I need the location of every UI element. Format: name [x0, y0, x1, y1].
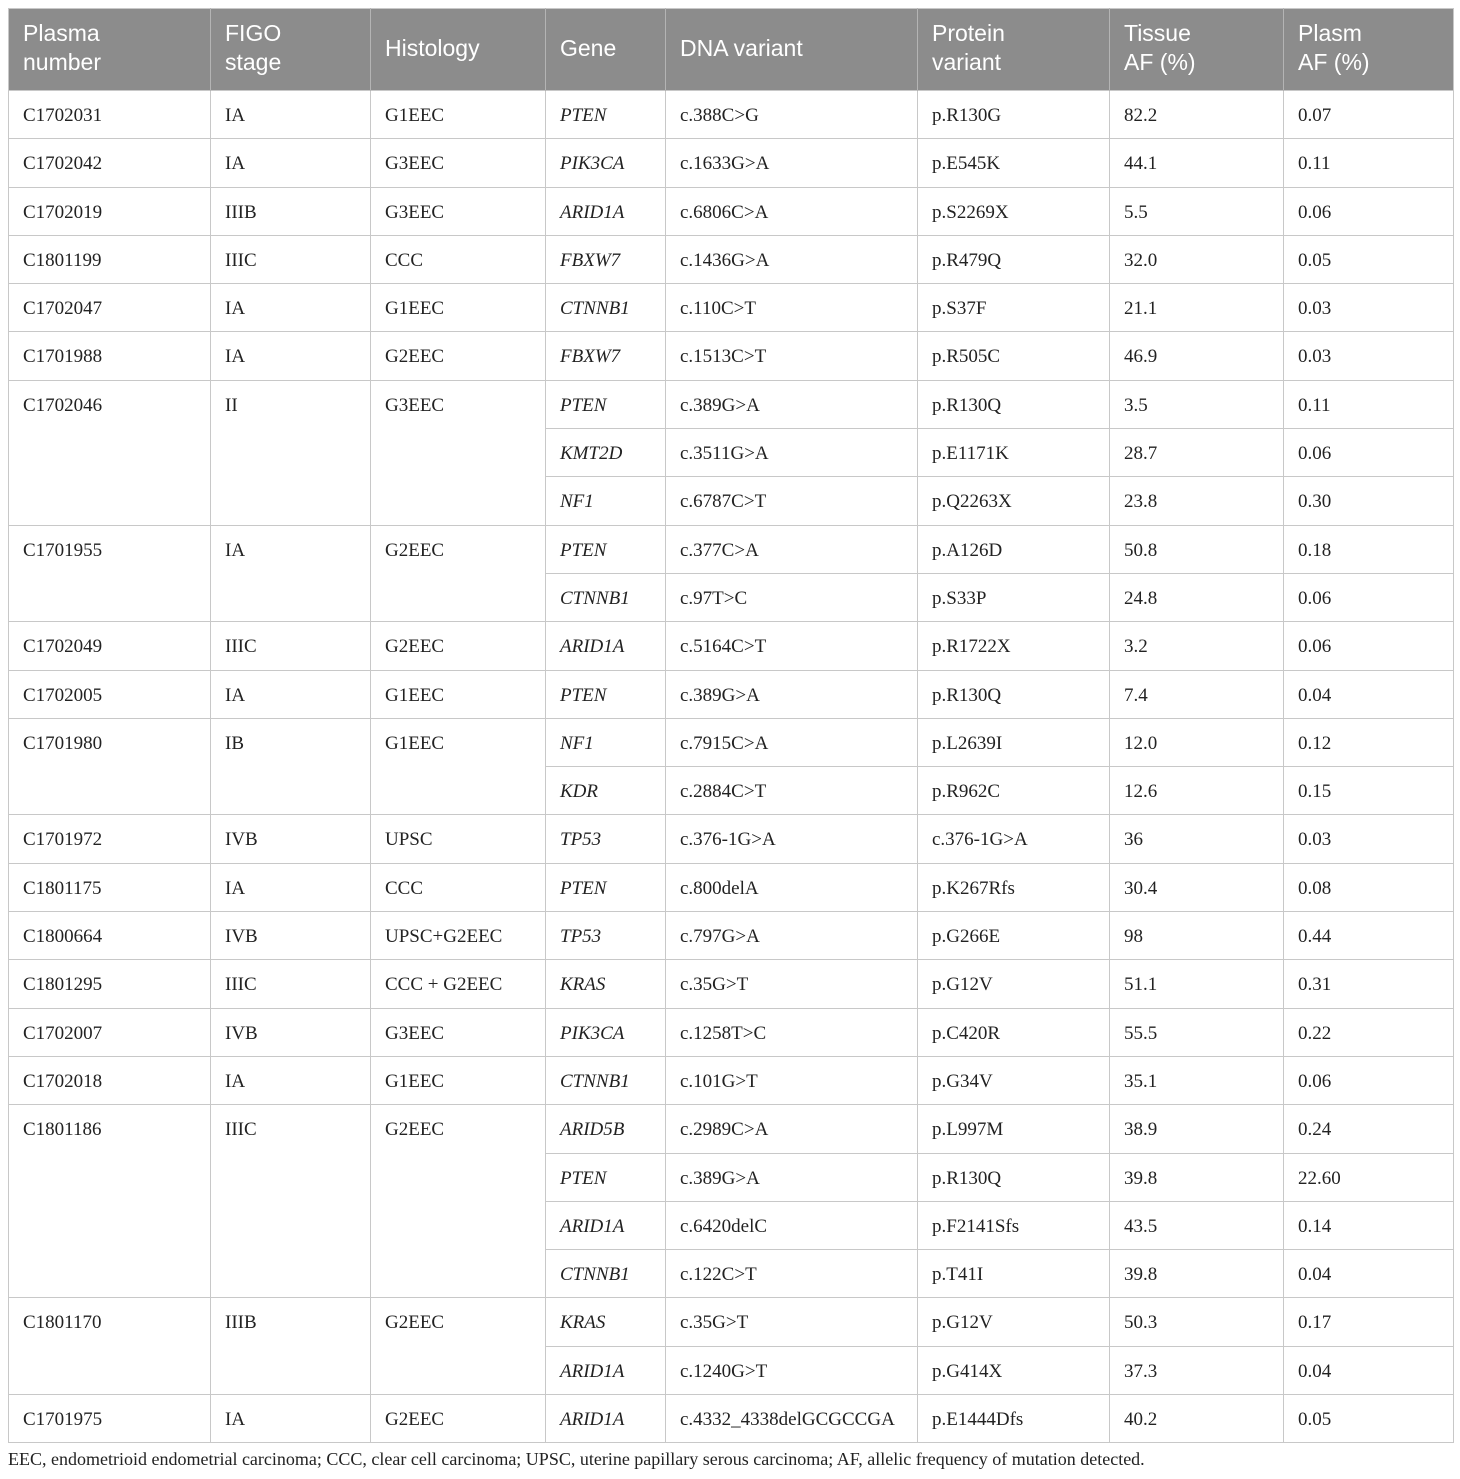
cell-histology: UPSC [371, 815, 546, 863]
table-row [9, 91, 1454, 139]
cell-plasma-af: 0.31 [1284, 960, 1454, 1008]
cell-figo-stage: IIIC [211, 622, 371, 670]
cell-figo-stage: IA [211, 139, 371, 187]
cell-gene: ARID1A [546, 622, 666, 670]
cell-protein-variant: c.376-1G>A [918, 815, 1110, 863]
cell-plasma-af: 0.12 [1284, 718, 1454, 766]
cell-plasma-af: 0.18 [1284, 525, 1454, 573]
cell-histology: G2EEC [371, 1395, 546, 1443]
cell-plasma-af: 0.17 [1284, 1298, 1454, 1346]
cell-figo-stage: IVB [211, 815, 371, 863]
cell-plasma-af: 0.06 [1284, 429, 1454, 477]
cell-plasma-af: 0.11 [1284, 139, 1454, 187]
cell-protein-variant: p.Q2263X [918, 477, 1110, 525]
cell-protein-variant: p.G34V [918, 1056, 1110, 1104]
cell-plasma-number: C1801295 [9, 960, 211, 1008]
cell-protein-variant: p.L2639I [918, 718, 1110, 766]
cell-dna-variant: c.6806C>A [666, 187, 918, 235]
cell-dna-variant: c.97T>C [666, 573, 918, 621]
cell-dna-variant: c.800delA [666, 863, 918, 911]
cell-gene: CTNNB1 [546, 284, 666, 332]
cell-plasma-number: C1801175 [9, 863, 211, 911]
cell-tissue-af: 51.1 [1110, 960, 1284, 1008]
table-row [9, 332, 1454, 380]
cell-tissue-af: 21.1 [1110, 284, 1284, 332]
cell-gene: PIK3CA [546, 139, 666, 187]
cell-histology: G3EEC [371, 139, 546, 187]
cell-protein-variant: p.R130Q [918, 670, 1110, 718]
cell-plasma-number: C1702031 [9, 91, 211, 139]
cell-dna-variant: c.6787C>T [666, 477, 918, 525]
cell-histology: G1EEC [371, 284, 546, 332]
cell-plasma-af: 0.05 [1284, 235, 1454, 283]
cell-figo-stage: II [211, 380, 371, 525]
mutation-table [8, 8, 1454, 1443]
cell-plasma-number: C1801186 [9, 1105, 211, 1298]
cell-gene: TP53 [546, 815, 666, 863]
cell-plasma-number: C1702049 [9, 622, 211, 670]
cell-dna-variant: c.389G>A [666, 670, 918, 718]
cell-dna-variant: c.389G>A [666, 380, 918, 428]
cell-figo-stage: IB [211, 718, 371, 815]
table-body [9, 91, 1454, 1443]
cell-dna-variant: c.2884C>T [666, 767, 918, 815]
cell-protein-variant: p.S37F [918, 284, 1110, 332]
cell-histology: G2EEC [371, 525, 546, 622]
cell-figo-stage: IA [211, 332, 371, 380]
cell-figo-stage: IA [211, 525, 371, 622]
cell-dna-variant: c.1513C>T [666, 332, 918, 380]
cell-histology: G1EEC [371, 670, 546, 718]
cell-protein-variant: p.G266E [918, 912, 1110, 960]
cell-plasma-number: C1702007 [9, 1008, 211, 1056]
cell-gene: ARID1A [546, 1395, 666, 1443]
cell-tissue-af: 55.5 [1110, 1008, 1284, 1056]
cell-dna-variant: c.122C>T [666, 1250, 918, 1298]
cell-protein-variant: p.R130Q [918, 380, 1110, 428]
cell-dna-variant: c.2989C>A [666, 1105, 918, 1153]
cell-histology: G3EEC [371, 1008, 546, 1056]
cell-protein-variant: p.G12V [918, 1298, 1110, 1346]
cell-plasma-af: 0.30 [1284, 477, 1454, 525]
cell-histology: G1EEC [371, 91, 546, 139]
cell-figo-stage: IA [211, 1395, 371, 1443]
cell-figo-stage: IA [211, 1056, 371, 1104]
header-gene: Gene [546, 9, 666, 91]
cell-gene: ARID5B [546, 1105, 666, 1153]
cell-tissue-af: 30.4 [1110, 863, 1284, 911]
cell-dna-variant: c.388C>G [666, 91, 918, 139]
cell-plasma-af: 0.14 [1284, 1201, 1454, 1249]
cell-tissue-af: 12.0 [1110, 718, 1284, 766]
cell-protein-variant: p.E545K [918, 139, 1110, 187]
cell-protein-variant: p.L997M [918, 1105, 1110, 1153]
cell-protein-variant: p.S33P [918, 573, 1110, 621]
cell-protein-variant: p.R505C [918, 332, 1110, 380]
cell-plasma-number: C1702019 [9, 187, 211, 235]
cell-tissue-af: 50.8 [1110, 525, 1284, 573]
cell-gene: TP53 [546, 912, 666, 960]
table-row [9, 187, 1454, 235]
cell-histology: G2EEC [371, 332, 546, 380]
cell-protein-variant: p.K267Rfs [918, 863, 1110, 911]
cell-protein-variant: p.F2141Sfs [918, 1201, 1110, 1249]
cell-figo-stage: IA [211, 670, 371, 718]
cell-plasma-af: 0.11 [1284, 380, 1454, 428]
cell-plasma-af: 0.04 [1284, 1250, 1454, 1298]
table-row [9, 1056, 1454, 1104]
table-row [9, 863, 1454, 911]
cell-tissue-af: 36 [1110, 815, 1284, 863]
cell-gene: PTEN [546, 380, 666, 428]
cell-histology: CCC [371, 235, 546, 283]
cell-tissue-af: 39.8 [1110, 1250, 1284, 1298]
cell-gene: ARID1A [546, 1201, 666, 1249]
cell-gene: PTEN [546, 863, 666, 911]
header-protein-variant: Protein variant [918, 9, 1110, 91]
cell-dna-variant: c.101G>T [666, 1056, 918, 1104]
cell-protein-variant: p.R1722X [918, 622, 1110, 670]
cell-protein-variant: p.S2269X [918, 187, 1110, 235]
cell-figo-stage: IA [211, 91, 371, 139]
cell-tissue-af: 24.8 [1110, 573, 1284, 621]
cell-plasma-af: 0.06 [1284, 622, 1454, 670]
cell-protein-variant: p.G12V [918, 960, 1110, 1008]
table-row [9, 960, 1454, 1008]
cell-tissue-af: 28.7 [1110, 429, 1284, 477]
cell-plasma-af: 0.04 [1284, 670, 1454, 718]
header-plasma-number: Plasma number [9, 9, 211, 91]
cell-plasma-number: C1701988 [9, 332, 211, 380]
cell-tissue-af: 5.5 [1110, 187, 1284, 235]
header-figo-stage: FIGO stage [211, 9, 371, 91]
table-row [9, 622, 1454, 670]
cell-plasma-number: C1702042 [9, 139, 211, 187]
cell-plasma-af: 0.22 [1284, 1008, 1454, 1056]
cell-plasma-number: C1702018 [9, 1056, 211, 1104]
cell-plasma-number: C1701955 [9, 525, 211, 622]
table-row [9, 815, 1454, 863]
cell-gene: FBXW7 [546, 235, 666, 283]
table-row [9, 380, 1454, 428]
cell-histology: UPSC+G2EEC [371, 912, 546, 960]
table-row [9, 912, 1454, 960]
cell-gene: CTNNB1 [546, 573, 666, 621]
cell-dna-variant: c.35G>T [666, 960, 918, 1008]
cell-dna-variant: c.1633G>A [666, 139, 918, 187]
cell-plasma-number: C1801170 [9, 1298, 211, 1395]
cell-plasma-af: 0.08 [1284, 863, 1454, 911]
table-row [9, 1105, 1454, 1153]
header-row [9, 9, 1454, 91]
cell-tissue-af: 98 [1110, 912, 1284, 960]
cell-histology: G1EEC [371, 1056, 546, 1104]
table-row [9, 1298, 1454, 1346]
cell-gene: PTEN [546, 91, 666, 139]
cell-gene: PTEN [546, 525, 666, 573]
cell-plasma-number: C1801199 [9, 235, 211, 283]
cell-protein-variant: p.E1444Dfs [918, 1395, 1110, 1443]
cell-figo-stage: IVB [211, 1008, 371, 1056]
table-row [9, 139, 1454, 187]
cell-plasma-number: C1702046 [9, 380, 211, 525]
cell-histology: CCC + G2EEC [371, 960, 546, 1008]
cell-figo-stage: IIIC [211, 960, 371, 1008]
cell-tissue-af: 37.3 [1110, 1346, 1284, 1394]
cell-gene: FBXW7 [546, 332, 666, 380]
cell-tissue-af: 3.2 [1110, 622, 1284, 670]
header-dna-variant: DNA variant [666, 9, 918, 91]
cell-plasma-number: C1701975 [9, 1395, 211, 1443]
cell-plasma-af: 0.06 [1284, 1056, 1454, 1104]
cell-gene: CTNNB1 [546, 1250, 666, 1298]
cell-dna-variant: c.797G>A [666, 912, 918, 960]
cell-plasma-af: 22.60 [1284, 1153, 1454, 1201]
cell-tissue-af: 40.2 [1110, 1395, 1284, 1443]
table-row [9, 718, 1454, 766]
cell-protein-variant: p.R130G [918, 91, 1110, 139]
cell-tissue-af: 43.5 [1110, 1201, 1284, 1249]
cell-histology: G1EEC [371, 718, 546, 815]
cell-tissue-af: 44.1 [1110, 139, 1284, 187]
cell-plasma-number: C1701972 [9, 815, 211, 863]
cell-histology: G3EEC [371, 380, 546, 525]
cell-protein-variant: p.T41I [918, 1250, 1110, 1298]
header-histology: Histology [371, 9, 546, 91]
table-row [9, 525, 1454, 573]
cell-figo-stage: IIIB [211, 1298, 371, 1395]
header-tissue-af: Tissue AF (%) [1110, 9, 1284, 91]
cell-tissue-af: 35.1 [1110, 1056, 1284, 1104]
cell-gene: ARID1A [546, 187, 666, 235]
cell-protein-variant: p.R130Q [918, 1153, 1110, 1201]
cell-histology: G3EEC [371, 187, 546, 235]
cell-gene: PTEN [546, 1153, 666, 1201]
table-row [9, 284, 1454, 332]
cell-histology: G2EEC [371, 622, 546, 670]
cell-dna-variant: c.377C>A [666, 525, 918, 573]
cell-plasma-af: 0.24 [1284, 1105, 1454, 1153]
cell-plasma-number: C1701980 [9, 718, 211, 815]
cell-plasma-af: 0.03 [1284, 332, 1454, 380]
cell-figo-stage: IIIC [211, 1105, 371, 1298]
cell-gene: KMT2D [546, 429, 666, 477]
cell-protein-variant: p.R962C [918, 767, 1110, 815]
cell-histology: G2EEC [371, 1298, 546, 1395]
cell-plasma-af: 0.06 [1284, 573, 1454, 621]
table-row [9, 1395, 1454, 1443]
cell-plasma-af: 0.06 [1284, 187, 1454, 235]
cell-gene: NF1 [546, 718, 666, 766]
cell-gene: KRAS [546, 960, 666, 1008]
cell-dna-variant: c.3511G>A [666, 429, 918, 477]
table-row [9, 670, 1454, 718]
cell-dna-variant: c.1436G>A [666, 235, 918, 283]
cell-gene: PTEN [546, 670, 666, 718]
cell-plasma-af: 0.44 [1284, 912, 1454, 960]
cell-protein-variant: p.R479Q [918, 235, 1110, 283]
cell-tissue-af: 12.6 [1110, 767, 1284, 815]
cell-tissue-af: 23.8 [1110, 477, 1284, 525]
cell-tissue-af: 39.8 [1110, 1153, 1284, 1201]
cell-dna-variant: c.376-1G>A [666, 815, 918, 863]
cell-dna-variant: c.389G>A [666, 1153, 918, 1201]
cell-gene: KDR [546, 767, 666, 815]
cell-plasma-af: 0.03 [1284, 284, 1454, 332]
cell-tissue-af: 46.9 [1110, 332, 1284, 380]
cell-dna-variant: c.5164C>T [666, 622, 918, 670]
cell-tissue-af: 7.4 [1110, 670, 1284, 718]
cell-protein-variant: p.C420R [918, 1008, 1110, 1056]
cell-dna-variant: c.6420delC [666, 1201, 918, 1249]
table-row [9, 1008, 1454, 1056]
cell-tissue-af: 3.5 [1110, 380, 1284, 428]
cell-plasma-number: C1800664 [9, 912, 211, 960]
cell-plasma-af: 0.04 [1284, 1346, 1454, 1394]
cell-dna-variant: c.7915C>A [666, 718, 918, 766]
cell-gene: CTNNB1 [546, 1056, 666, 1104]
cell-figo-stage: IA [211, 863, 371, 911]
cell-figo-stage: IIIC [211, 235, 371, 283]
cell-dna-variant: c.1258T>C [666, 1008, 918, 1056]
table-footnote: EEC, endometrioid endometrial carcinoma; CCC, clear cell carcinoma; UPSC, uterine papillary serous carcinoma; AF, allelic frequency of mutation detected. [8, 1449, 1145, 1469]
cell-figo-stage: IIIB [211, 187, 371, 235]
cell-figo-stage: IA [211, 284, 371, 332]
cell-protein-variant: p.A126D [918, 525, 1110, 573]
cell-dna-variant: c.110C>T [666, 284, 918, 332]
table-row [9, 235, 1454, 283]
cell-plasma-number: C1702005 [9, 670, 211, 718]
cell-dna-variant: c.1240G>T [666, 1346, 918, 1394]
cell-dna-variant: c.35G>T [666, 1298, 918, 1346]
cell-plasma-number: C1702047 [9, 284, 211, 332]
cell-tissue-af: 38.9 [1110, 1105, 1284, 1153]
cell-protein-variant: p.G414X [918, 1346, 1110, 1394]
cell-plasma-af: 0.03 [1284, 815, 1454, 863]
cell-figo-stage: IVB [211, 912, 371, 960]
cell-gene: NF1 [546, 477, 666, 525]
cell-tissue-af: 50.3 [1110, 1298, 1284, 1346]
cell-gene: PIK3CA [546, 1008, 666, 1056]
cell-gene: KRAS [546, 1298, 666, 1346]
cell-histology: CCC [371, 863, 546, 911]
cell-gene: ARID1A [546, 1346, 666, 1394]
cell-tissue-af: 32.0 [1110, 235, 1284, 283]
cell-plasma-af: 0.15 [1284, 767, 1454, 815]
cell-plasma-af: 0.07 [1284, 91, 1454, 139]
header-plasma-af: Plasm AF (%) [1284, 9, 1454, 91]
cell-dna-variant: c.4332_4338delGCGCCGA [666, 1395, 918, 1443]
cell-protein-variant: p.E1171K [918, 429, 1110, 477]
cell-histology: G2EEC [371, 1105, 546, 1298]
cell-plasma-af: 0.05 [1284, 1395, 1454, 1443]
cell-tissue-af: 82.2 [1110, 91, 1284, 139]
